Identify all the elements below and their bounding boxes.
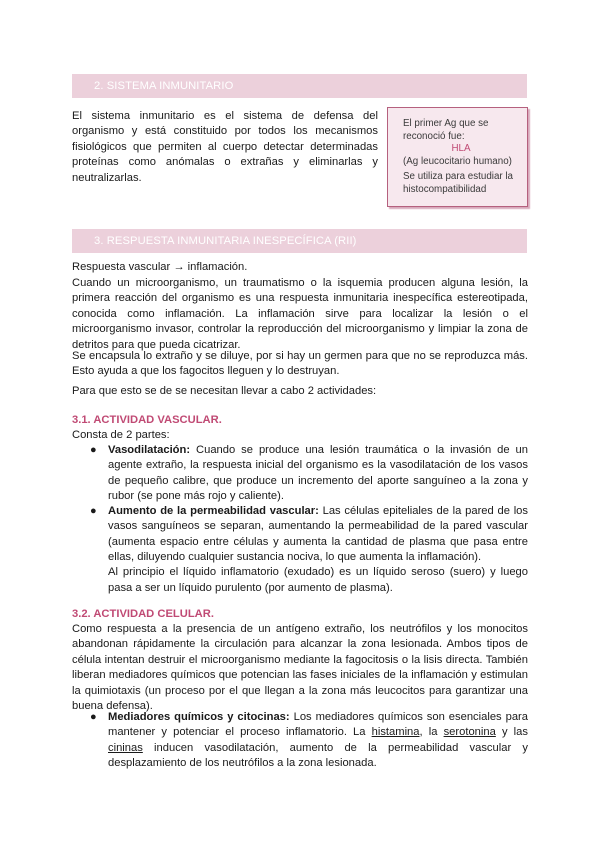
- section-2-paragraph: El sistema inmunitario es el sistema de defensa del organismo y está constituido por todos los mecanismos fisiológicos que permiten al cuerpo detectar determinadas proteínas como anómalas o extrañas y eliminarlas y neutralizarlas.: [72, 110, 378, 184]
- callout-hla: HLA: [451, 143, 471, 155]
- callout-line-3: Se utiliza para estudiar la histocompatibilidad: [403, 171, 514, 195]
- bullet-text-d: inducen vasodilatación, aumento de la permeabilidad vascular y desplazamiento de los neutrófilos a la zona lesionada.: [108, 741, 528, 769]
- bullet-text: Las células epiteliales de la pared de los vasos sanguíneos se separan, aumentando la permeabilidad de la pared vascular (aumenta espacio entre células y aumenta la cantidad de plasma que pasa entre ellas, diluyendo cualquier sustancia nociva, lo que aumenta la inflamación).: [108, 505, 528, 564]
- bullet-text-a: Los mediadores químicos son esenciales para mantener y potenciar el proceso inflamatorio. La: [108, 711, 528, 739]
- section-3-paragraph-2: Se encapsula lo extraño y se diluye, por si hay un germen para que no se reproduzca más. Esto ayuda a que los fagocitos lleguen y lo destruyan.: [72, 350, 528, 378]
- section-3-paragraph-1: Cuando un microorganismo, un traumatismo o la isquemia producen alguna lesión, la primera reacción del organismo es una respuesta inmunitaria inespecífica estereotipada, conocida como inflamación. La inflamación sirve para localizar la lesión o el microorganismo invasor, controlar la reproducción del microorganismo y limpiar la zona de detritos para que pueda cicatrizar.: [72, 277, 528, 351]
- section-3-2-paragraph: Como respuesta a la presencia de un antígeno extraño, los neutrófilos y los monocitos abandonan rápidamente la circulación para alcanzar la zona lesionada. Ambos tipos de célula intentan destruir el microorganismo mediante la fagocitosis o la lisis directa. También liberan mediadores químicos que potencian las fases iniciales de la inflamación y estimulan la quimiotaxis (un proceso por el que llegan a la zona más leucocitos para garantizar una buena defensa).: [72, 623, 528, 713]
- bullet-icon: ●: [90, 444, 97, 456]
- bullet-icon: ●: [90, 711, 97, 723]
- list-item: [90, 710, 528, 771]
- term-cininas: cininas: [108, 741, 143, 754]
- callout-line-1: El primer Ag que se reconoció fue:: [403, 118, 489, 142]
- section-3-intro-line: Respuesta vascular → inflamación.: [72, 261, 248, 273]
- bullet-text-b: , la: [419, 726, 444, 739]
- section-2-heading: 2. SISTEMA INMUNITARIO: [72, 74, 527, 98]
- section-3-1-heading: 3.1. ACTIVIDAD VASCULAR.: [72, 414, 222, 426]
- bullet-text-c: y las: [495, 726, 528, 739]
- hla-callout-box: [387, 107, 528, 207]
- section-3-1-intro: Consta de 2 partes:: [72, 429, 170, 441]
- list-item: [90, 504, 528, 596]
- term-serotonina: serotonina: [443, 726, 496, 739]
- bullet-title: Aumento de la permeabilidad vascular:: [108, 505, 319, 518]
- term-histamina: histamina: [371, 726, 420, 739]
- section-3-heading: 3. RESPUESTA INMUNITARIA INESPECÍFICA (RII): [72, 229, 527, 253]
- bullet-icon: ●: [90, 505, 97, 518]
- bullet-title: Mediadores químicos y citocinas:: [108, 711, 290, 723]
- section-3-1-bullet-list: [90, 443, 528, 596]
- callout-line-2: (Ag leucocitario humano): [403, 155, 512, 167]
- section-3-2-heading: 3.2. ACTIVIDAD CELULAR.: [72, 608, 214, 620]
- bullet-text: Cuando se produce una lesión traumática o la invasión de un agente extraño, la respuesta inicial del organismo es la vasodilatación de los vasos de pequeño calibre, que produce un incremento del aporte sanguíneo a la zona y rubor (se pone más rojo y caliente).: [108, 444, 528, 502]
- section-3-2-bullet-list: [90, 710, 528, 771]
- section-3-paragraph-3: Para que esto se de se necesitan llevar a cabo 2 actividades:: [72, 385, 377, 397]
- bullet-extra-text: Al principio el líquido inflamatorio (exudado) es un líquido seroso (suero) y luego pasa a ser un líquido purulento (por aumento de plasma).: [108, 566, 528, 594]
- list-item: [90, 443, 528, 504]
- bullet-title: Vasodilatación:: [108, 444, 191, 456]
